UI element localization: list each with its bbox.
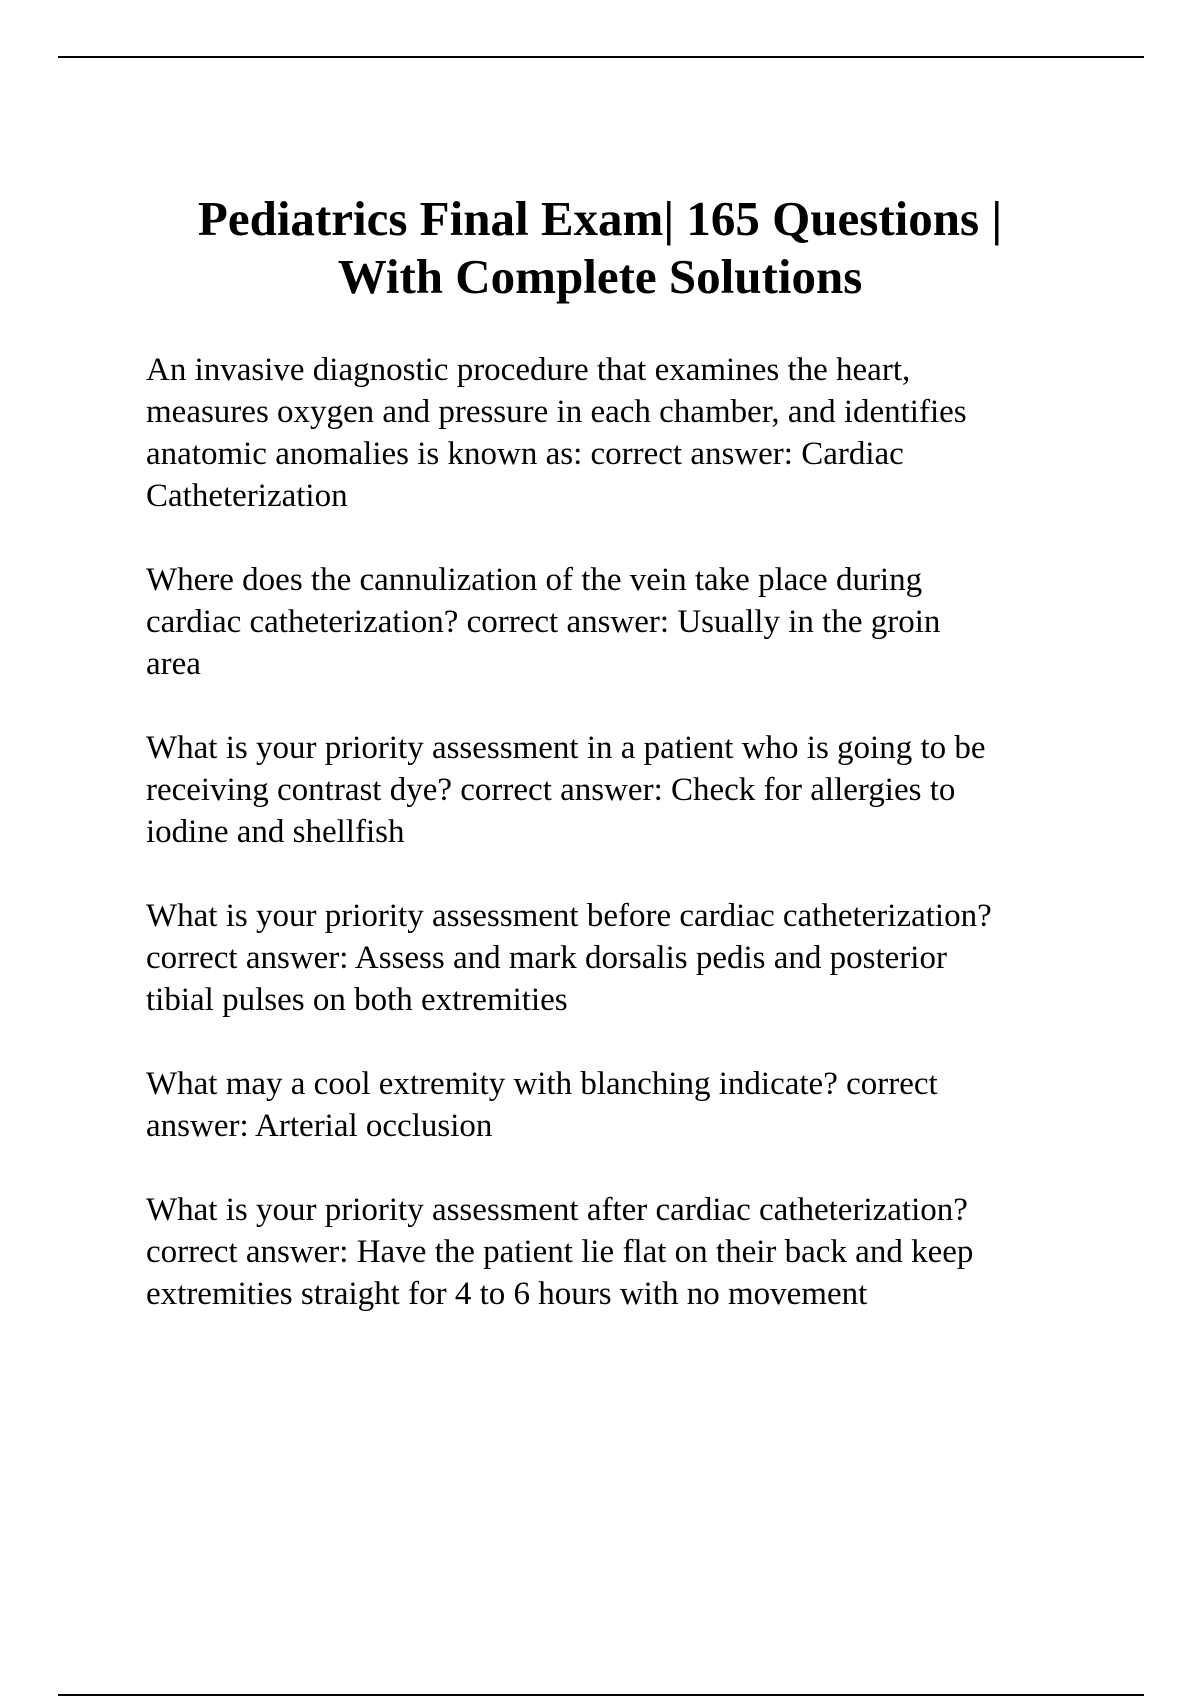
qa-line: Where does the cannulization of the vein take place during — [146, 562, 923, 598]
qa-line: What is your priority assessment after cardiac catheterization? — [146, 1192, 968, 1228]
qa-line: correct answer: Have the patient lie flat on their back and keep — [146, 1234, 974, 1270]
qa-item-5 — [146, 1063, 1146, 1147]
qa-item-6 — [146, 1189, 1146, 1315]
qa-line: area — [146, 646, 201, 682]
qa-line: answer: Arterial occlusion — [146, 1108, 493, 1144]
qa-line: tibial pulses on both extremities — [146, 982, 568, 1018]
page-title — [60, 190, 1140, 306]
qa-line: anatomic anomalies is known as: correct answer: Cardiac — [146, 436, 904, 472]
qa-item-1 — [146, 349, 1146, 517]
qa-line: measures oxygen and pressure in each chamber, and identifies — [146, 394, 967, 430]
header-rule — [58, 56, 1144, 58]
title-line-2: With Complete Solutions — [337, 249, 863, 304]
question-answer-list — [146, 349, 1146, 1357]
qa-line: cardiac catheterization? correct answer: Usually in the groin — [146, 604, 941, 640]
qa-line: correct answer: Assess and mark dorsalis pedis and posterior — [146, 940, 947, 976]
qa-line: receiving contrast dye? correct answer: Check for allergies to — [146, 772, 956, 808]
qa-item-2 — [146, 559, 1146, 685]
qa-line: extremities straight for 4 to 6 hours with no movement — [146, 1276, 868, 1312]
qa-item-4 — [146, 895, 1146, 1021]
title-line-1: Pediatrics Final Exam| 165 Questions | — [197, 191, 1003, 246]
footer-rule — [58, 1694, 1144, 1696]
qa-line: Catheterization — [146, 478, 348, 514]
qa-item-3 — [146, 727, 1146, 853]
qa-line: An invasive diagnostic procedure that examines the heart, — [146, 352, 911, 388]
qa-line: What may a cool extremity with blanching indicate? correct — [146, 1066, 938, 1102]
qa-line: What is your priority assessment in a patient who is going to be — [146, 730, 986, 766]
qa-line: What is your priority assessment before cardiac catheterization? — [146, 898, 992, 934]
qa-line: iodine and shellfish — [146, 814, 405, 850]
